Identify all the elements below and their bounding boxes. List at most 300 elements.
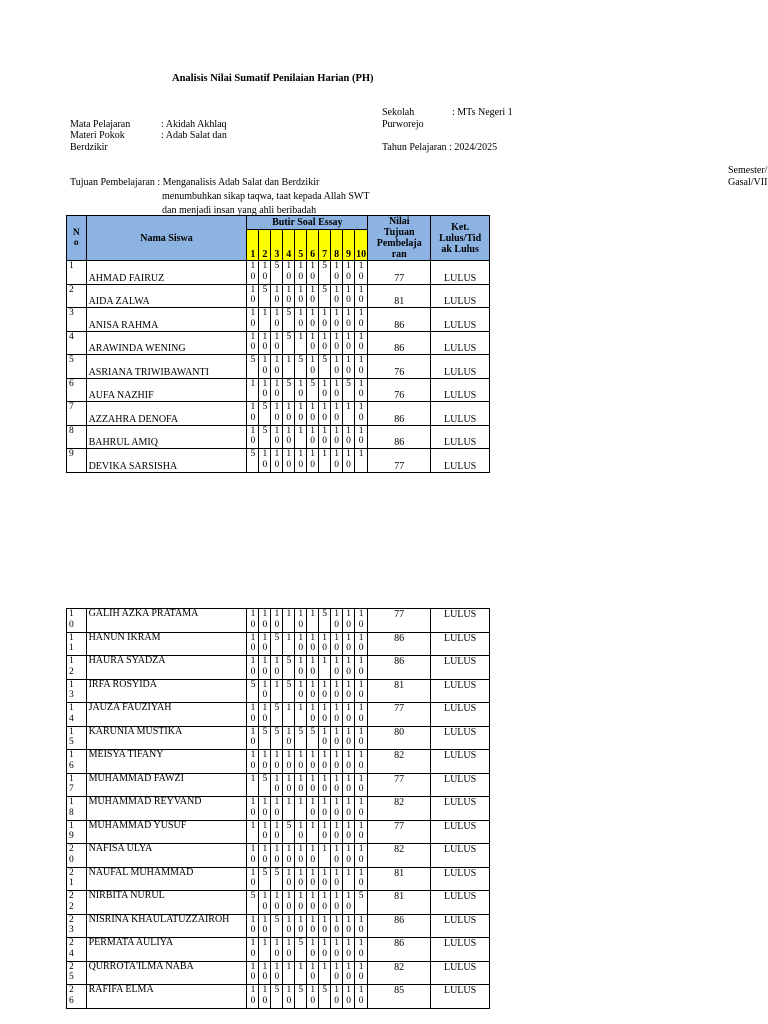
score-q8: 1 0 xyxy=(331,703,343,727)
score-q4: 1 0 xyxy=(283,867,295,891)
score-q6: 1 0 xyxy=(307,750,319,774)
score-q8: 1 0 xyxy=(331,938,343,962)
score-q5: 1 0 xyxy=(295,679,307,703)
table-row xyxy=(67,985,490,1009)
student-name: AHMAD FAIRUZ xyxy=(86,261,247,285)
score-q5: 1 0 xyxy=(295,402,307,426)
score-q9: 1 0 xyxy=(343,961,355,985)
score-q2: 1 xyxy=(259,938,271,962)
student-name: HAURA SYADZA xyxy=(86,656,247,680)
score-q2: 5 xyxy=(259,402,271,426)
header-no: N o xyxy=(67,216,87,261)
score-q5: 1 xyxy=(295,425,307,449)
score-q8: 1 0 xyxy=(331,261,343,285)
status-keterangan: LULUS xyxy=(431,961,490,985)
score-q2: 1 0 xyxy=(259,378,271,402)
score-q8: 1 0 xyxy=(331,402,343,426)
row-number: 1 3 xyxy=(67,679,87,703)
status-keterangan: LULUS xyxy=(431,402,490,426)
score-q5: 1 0 xyxy=(295,914,307,938)
score-q10: 1 0 xyxy=(355,797,368,821)
table-row xyxy=(67,261,490,285)
score-q4: 1 0 xyxy=(283,284,295,308)
score-q2: 1 0 xyxy=(259,750,271,774)
score-q9: 1 0 xyxy=(343,726,355,750)
score-q4: 1 0 xyxy=(283,261,295,285)
materi-value-cont: Berdzikir xyxy=(70,142,108,153)
score-q7: 1 0 xyxy=(319,938,331,962)
score-q5: 1 xyxy=(295,331,307,355)
nilai-value: 86 xyxy=(368,656,431,680)
score-q9: 1 0 xyxy=(343,449,355,473)
score-q10: 1 0 xyxy=(355,844,368,868)
score-q7: 1 xyxy=(319,656,331,680)
score-q7: 1 0 xyxy=(319,914,331,938)
table-row xyxy=(67,425,490,449)
score-q7: 5 xyxy=(319,355,331,379)
score-q1: 1 xyxy=(247,378,259,402)
score-q10: 1 0 xyxy=(355,656,368,680)
table-row xyxy=(67,797,490,821)
status-keterangan: LULUS xyxy=(431,891,490,915)
score-q1: 5 xyxy=(247,449,259,473)
table-row xyxy=(67,284,490,308)
table-row xyxy=(67,867,490,891)
table-row xyxy=(67,773,490,797)
score-q9: 1 0 xyxy=(343,938,355,962)
score-q3: 1 0 xyxy=(271,378,283,402)
score-q9: 5 xyxy=(343,378,355,402)
status-keterangan: LULUS xyxy=(431,820,490,844)
nilai-value: 77 xyxy=(368,449,431,473)
score-q10: 1 0 xyxy=(355,308,368,332)
nilai-value: 77 xyxy=(368,820,431,844)
score-q5: 1 0 xyxy=(295,773,307,797)
score-q1: 1 0 xyxy=(247,656,259,680)
score-q4: 1 xyxy=(283,797,295,821)
table-row xyxy=(67,961,490,985)
score-q5: 1 0 xyxy=(295,632,307,656)
score-q7: 1 0 xyxy=(319,891,331,915)
student-name: ASRIANA TRIWIBAWANTI xyxy=(86,355,247,379)
score-q10: 1 0 xyxy=(355,703,368,727)
score-q10: 5 xyxy=(355,891,368,915)
status-keterangan: LULUS xyxy=(431,679,490,703)
score-q7: 1 0 xyxy=(319,703,331,727)
header-question-6: 6 xyxy=(307,230,319,261)
score-q1: 1 0 xyxy=(247,632,259,656)
score-q1: 1 0 xyxy=(247,609,259,633)
table-row xyxy=(67,914,490,938)
score-q7: 1 xyxy=(319,961,331,985)
status-keterangan: LULUS xyxy=(431,985,490,1009)
score-q3: 1 0 xyxy=(271,750,283,774)
score-q10: 1 0 xyxy=(355,609,368,633)
table-row xyxy=(67,726,490,750)
status-keterangan: LULUS xyxy=(431,750,490,774)
score-q10: 1 0 xyxy=(355,284,368,308)
score-q7: 5 xyxy=(319,261,331,285)
score-q6: 1 0 xyxy=(307,284,319,308)
score-q4: 1 0 xyxy=(283,449,295,473)
score-q3: 5 xyxy=(271,703,283,727)
score-q6: 1 0 xyxy=(307,797,319,821)
student-name: NIRBITA NURUL xyxy=(86,891,247,915)
score-q6: 1 0 xyxy=(307,449,319,473)
score-q1: 1 xyxy=(247,820,259,844)
score-q8: 1 0 xyxy=(331,609,343,633)
score-q9: 1 0 xyxy=(343,632,355,656)
score-q6: 1 0 xyxy=(307,679,319,703)
nilai-value: 81 xyxy=(368,284,431,308)
table-row xyxy=(67,750,490,774)
table-row xyxy=(67,308,490,332)
row-number: 7 xyxy=(67,402,87,426)
score-q5: 1 0 xyxy=(295,891,307,915)
status-keterangan: LULUS xyxy=(431,703,490,727)
row-number: 1 8 xyxy=(67,797,87,821)
score-q4: 1 0 xyxy=(283,425,295,449)
score-q6: 1 0 xyxy=(307,703,319,727)
score-q3: 1 0 xyxy=(271,355,283,379)
score-q2: 5 xyxy=(259,773,271,797)
mapel-label: Mata Pelajaran xyxy=(70,119,131,130)
score-q5: 1 0 xyxy=(295,308,307,332)
score-q7: 1 0 xyxy=(319,425,331,449)
score-q9: 1 0 xyxy=(343,750,355,774)
table-row xyxy=(67,891,490,915)
score-q8: 1 0 xyxy=(331,632,343,656)
score-q9: 1 0 xyxy=(343,820,355,844)
score-q5: 5 xyxy=(295,355,307,379)
score-q6: 1 xyxy=(307,609,319,633)
score-q9: 1 0 xyxy=(343,609,355,633)
score-q6: 5 xyxy=(307,726,319,750)
status-keterangan: LULUS xyxy=(431,261,490,285)
student-name: MUHAMMAD FAWZI xyxy=(86,773,247,797)
student-name: NISRINA KHAULATUZZAIROH xyxy=(86,914,247,938)
student-name: AZZAHRA DENOFA xyxy=(86,402,247,426)
score-q6: 1 0 xyxy=(307,632,319,656)
row-number: 1 1 xyxy=(67,632,87,656)
score-q9: 1 0 xyxy=(343,425,355,449)
score-q1: 1 0 xyxy=(247,961,259,985)
score-q6: 1 0 xyxy=(307,938,319,962)
score-q10: 1 0 xyxy=(355,773,368,797)
student-name: ARAWINDA WENING xyxy=(86,331,247,355)
table-row xyxy=(67,844,490,868)
score-q8: 1 0 xyxy=(331,679,343,703)
nilai-value: 82 xyxy=(368,750,431,774)
score-q9: 1 xyxy=(343,402,355,426)
nilai-value: 77 xyxy=(368,261,431,285)
score-q3: 5 xyxy=(271,985,283,1009)
table-row xyxy=(67,609,490,633)
score-q10: 1 0 xyxy=(355,820,368,844)
score-q7: 1 0 xyxy=(319,797,331,821)
table-row xyxy=(67,402,490,426)
score-q9: 1 0 xyxy=(343,679,355,703)
score-q5: 1 xyxy=(295,797,307,821)
score-q9: 1 0 xyxy=(343,844,355,868)
score-q2: 1 0 xyxy=(259,261,271,285)
score-q10: 1 0 xyxy=(355,331,368,355)
score-q4: 1 0 xyxy=(283,844,295,868)
score-q8: 1 0 xyxy=(331,961,343,985)
header-question-3: 3 xyxy=(271,230,283,261)
row-number: 1 0 xyxy=(67,609,87,633)
score-q3: 5 xyxy=(271,914,283,938)
score-q2: 1 0 xyxy=(259,820,271,844)
nilai-value: 81 xyxy=(368,679,431,703)
header-question-5: 5 xyxy=(295,230,307,261)
score-q7: 1 0 xyxy=(319,331,331,355)
score-q10: 1 0 xyxy=(355,679,368,703)
student-name: GALIH AZKA PRATAMA xyxy=(86,609,247,633)
score-q8: 1 0 xyxy=(331,449,343,473)
score-q3: 1 0 xyxy=(271,844,283,868)
row-number: 1 4 xyxy=(67,703,87,727)
score-q6: 1 0 xyxy=(307,355,319,379)
score-q3: 5 xyxy=(271,261,283,285)
nilai-value: 82 xyxy=(368,797,431,821)
semester-label: Semester/ xyxy=(728,165,768,176)
score-q8: 1 0 xyxy=(331,355,343,379)
score-q1: 5 xyxy=(247,679,259,703)
score-q10: 1 0 xyxy=(355,961,368,985)
score-q3: 1 0 xyxy=(271,609,283,633)
tujuan-line-1: Tujuan Pembelajaran : Menganalisis Adab Salat dan Berdzikir xyxy=(70,177,320,188)
student-name: HANUN IKRAM xyxy=(86,632,247,656)
score-q5: 1 0 xyxy=(295,378,307,402)
score-q3: 1 0 xyxy=(271,938,283,962)
score-q8: 1 0 xyxy=(331,985,343,1009)
table-row xyxy=(67,378,490,402)
score-q2: 5 xyxy=(259,726,271,750)
header-question-4: 4 xyxy=(283,230,295,261)
score-q6: 1 0 xyxy=(307,308,319,332)
score-q7: 1 0 xyxy=(319,773,331,797)
score-q4: 1 0 xyxy=(283,402,295,426)
table-row xyxy=(67,355,490,379)
score-q7: 5 xyxy=(319,284,331,308)
score-q5: 1 xyxy=(295,703,307,727)
score-q5: 1 0 xyxy=(295,449,307,473)
score-q3: 5 xyxy=(271,867,283,891)
table-row xyxy=(67,656,490,680)
score-q9: 1 0 xyxy=(343,914,355,938)
score-q5: 1 0 xyxy=(295,867,307,891)
status-keterangan: LULUS xyxy=(431,867,490,891)
status-keterangan: LULUS xyxy=(431,844,490,868)
score-q5: 5 xyxy=(295,985,307,1009)
row-number: 2 2 xyxy=(67,891,87,915)
sekolah-label: Sekolah xyxy=(382,107,415,118)
score-q9: 1 0 xyxy=(343,308,355,332)
score-q8: 1 0 xyxy=(331,867,343,891)
nilai-value: 77 xyxy=(368,609,431,633)
score-q6: 1 0 xyxy=(307,773,319,797)
score-q10: 1 xyxy=(355,449,368,473)
score-q7: 1 0 xyxy=(319,867,331,891)
nilai-value: 76 xyxy=(368,355,431,379)
nilai-value: 86 xyxy=(368,425,431,449)
score-q7: 1 xyxy=(319,449,331,473)
score-q4: 1 xyxy=(283,703,295,727)
score-q4: 1 0 xyxy=(283,773,295,797)
header-keterangan: Ket. Lulus/Tid ak Lulus xyxy=(431,216,490,261)
nilai-value: 81 xyxy=(368,891,431,915)
nilai-value: 86 xyxy=(368,331,431,355)
table-row xyxy=(67,331,490,355)
score-q7: 5 xyxy=(319,985,331,1009)
score-q10: 1 0 xyxy=(355,750,368,774)
score-q10: 1 0 xyxy=(355,914,368,938)
header-question-7: 7 xyxy=(319,230,331,261)
header-butir-soal: Butir Soal Essay xyxy=(247,216,368,230)
row-number: 4 xyxy=(67,331,87,355)
score-table-2 xyxy=(66,608,490,1009)
row-number: 2 xyxy=(67,284,87,308)
score-q8: 1 0 xyxy=(331,914,343,938)
score-q4: 1 xyxy=(283,632,295,656)
score-q9: 1 0 xyxy=(343,703,355,727)
row-number: 2 5 xyxy=(67,961,87,985)
score-q9: 1 0 xyxy=(343,656,355,680)
table-row xyxy=(67,938,490,962)
table-row xyxy=(67,703,490,727)
score-q1: 1 0 xyxy=(247,867,259,891)
score-q3: 1 0 xyxy=(271,797,283,821)
mapel-value: : Akidah Akhlaq xyxy=(161,119,227,130)
score-q10: 1 0 xyxy=(355,632,368,656)
score-q10: 1 0 xyxy=(355,938,368,962)
score-q4: 1 0 xyxy=(283,750,295,774)
score-q8: 1 0 xyxy=(331,726,343,750)
score-q3: 5 xyxy=(271,726,283,750)
score-q1: 1 xyxy=(247,773,259,797)
score-q5: 1 0 xyxy=(295,261,307,285)
score-q1: 1 0 xyxy=(247,726,259,750)
score-q1: 1 0 xyxy=(247,284,259,308)
score-q3: 1 0 xyxy=(271,425,283,449)
row-number: 2 4 xyxy=(67,938,87,962)
score-q10: 1 0 xyxy=(355,261,368,285)
student-name: NAFISA ULYA xyxy=(86,844,247,868)
status-keterangan: LULUS xyxy=(431,726,490,750)
status-keterangan: LULUS xyxy=(431,656,490,680)
row-number: 1 9 xyxy=(67,820,87,844)
status-keterangan: LULUS xyxy=(431,632,490,656)
student-name: ANISA RAHMA xyxy=(86,308,247,332)
score-q1: 1 0 xyxy=(247,844,259,868)
score-q9: 1 0 xyxy=(343,985,355,1009)
score-q5: 5 xyxy=(295,726,307,750)
score-q4: 1 0 xyxy=(283,726,295,750)
score-q6: 1 0 xyxy=(307,844,319,868)
score-q2: 1 0 xyxy=(259,914,271,938)
score-q8: 1 0 xyxy=(331,378,343,402)
score-q2: 1 0 xyxy=(259,609,271,633)
student-name: NAUFAL MUHAMMAD xyxy=(86,867,247,891)
row-number: 9 xyxy=(67,449,87,473)
student-name: DEVIKA SARSISHA xyxy=(86,449,247,473)
score-q9: 1 0 xyxy=(343,355,355,379)
student-name: RAFIFA ELMA xyxy=(86,985,247,1009)
row-number: 2 3 xyxy=(67,914,87,938)
score-q7: 1 0 xyxy=(319,679,331,703)
tujuan-line-2: menumbuhkan sikap taqwa, taat kepada Allah SWT xyxy=(162,191,370,202)
score-q7: 5 xyxy=(319,609,331,633)
score-q10: 1 0 xyxy=(355,985,368,1009)
score-q10: 1 0 xyxy=(355,425,368,449)
score-q4: 5 xyxy=(283,378,295,402)
score-q4: 1 0 xyxy=(283,938,295,962)
score-q6: 1 0 xyxy=(307,867,319,891)
score-q2: 1 0 xyxy=(259,679,271,703)
score-q7: 1 0 xyxy=(319,632,331,656)
score-q7: 1 0 xyxy=(319,726,331,750)
score-q9: 1 0 xyxy=(343,331,355,355)
page-title: Analisis Nilai Sumatif Penilaian Harian (PH) xyxy=(172,73,374,84)
nilai-value: 86 xyxy=(368,632,431,656)
score-q6: 1 0 xyxy=(307,402,319,426)
score-q2: 1 0 xyxy=(259,355,271,379)
row-number: 1 7 xyxy=(67,773,87,797)
score-q2: 1 0 xyxy=(259,891,271,915)
nilai-value: 80 xyxy=(368,726,431,750)
score-q1: 1 0 xyxy=(247,985,259,1009)
score-q7: 1 0 xyxy=(319,378,331,402)
score-q7: 1 xyxy=(319,844,331,868)
score-q1: 1 0 xyxy=(247,938,259,962)
score-q6: 1 0 xyxy=(307,331,319,355)
student-name: MUHAMMAD YUSUF xyxy=(86,820,247,844)
score-q10: 1 0 xyxy=(355,726,368,750)
score-table-1 xyxy=(66,215,490,473)
score-q8: 1 0 xyxy=(331,797,343,821)
score-q7: 1 0 xyxy=(319,820,331,844)
nilai-value: 82 xyxy=(368,844,431,868)
score-q3: 1 0 xyxy=(271,402,283,426)
student-name: MEISYA TIFANY xyxy=(86,750,247,774)
score-q5: 1 0 xyxy=(295,656,307,680)
status-keterangan: LULUS xyxy=(431,308,490,332)
score-q5: 1 0 xyxy=(295,820,307,844)
student-name: JAUZA FAUZIYAH xyxy=(86,703,247,727)
row-number: 1 6 xyxy=(67,750,87,774)
student-name: QURROTA'ILMA NABA xyxy=(86,961,247,985)
status-keterangan: LULUS xyxy=(431,449,490,473)
nilai-value: 86 xyxy=(368,402,431,426)
score-q10: 1 0 xyxy=(355,867,368,891)
score-q8: 1 0 xyxy=(331,773,343,797)
score-q3: 1 0 xyxy=(271,331,283,355)
status-keterangan: LULUS xyxy=(431,797,490,821)
status-keterangan: LULUS xyxy=(431,378,490,402)
semester-value: Gasal/VII xyxy=(728,177,768,188)
row-number: 6 xyxy=(67,378,87,402)
score-q3: 1 0 xyxy=(271,656,283,680)
score-q8: 1 0 xyxy=(331,425,343,449)
score-q7: 1 0 xyxy=(319,402,331,426)
score-q1: 1 0 xyxy=(247,750,259,774)
nilai-value: 86 xyxy=(368,938,431,962)
table-row xyxy=(67,679,490,703)
header-question-1: 1 xyxy=(247,230,259,261)
status-keterangan: LULUS xyxy=(431,773,490,797)
table-row xyxy=(67,820,490,844)
